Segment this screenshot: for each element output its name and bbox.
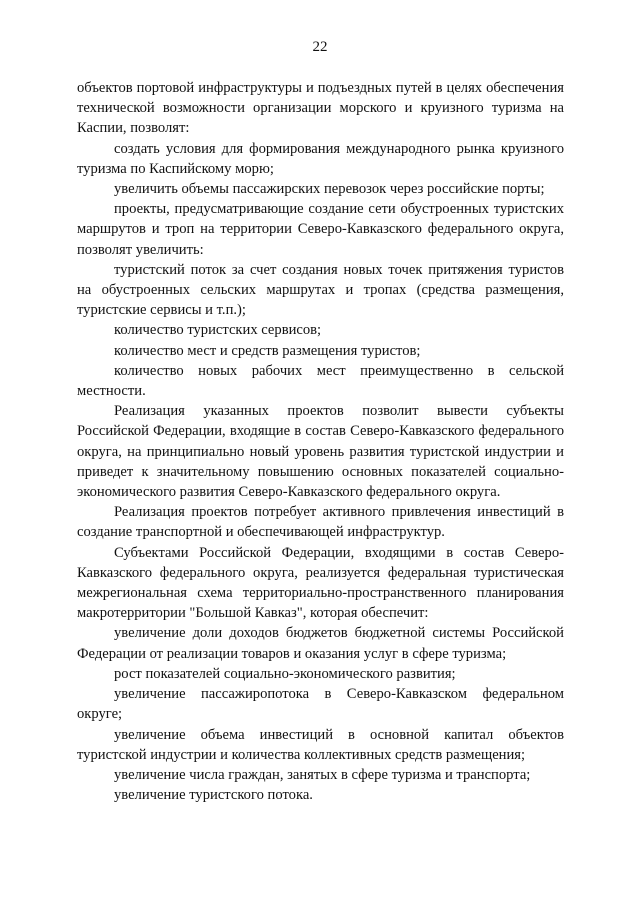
paragraph-cruise-market: создать условия для формирования международного рынка круизного туризма по Каспийскому морю;: [77, 140, 564, 177]
paragraph-implementation: Реализация указанных проектов позволит вывести субъекты Российской Федерации, входящие в состав Северо-Кавказского федерального округа, на принципиально новый уровень развития туристской индустрии и приведет к значительному повышению основных показателей социально-экономического развития Северо-Кавказского федерального округа.: [77, 403, 564, 501]
paragraph-tourist-flow-increase: увеличение туристского потока.: [114, 787, 313, 804]
paragraph-employment: увеличение числа граждан, занятых в сфере туризма и транспорта;: [114, 766, 531, 783]
paragraph-passenger-volume: увеличить объемы пассажирских перевозок через российские порты;: [114, 181, 545, 198]
paragraph-accommodation: количество мест и средств размещения туристов;: [114, 342, 421, 359]
paragraph-jobs: количество новых рабочих мест преимущественно в сельской местности.: [77, 362, 564, 400]
paragraph-capital-investment: увеличение объема инвестиций в основной капитал объектов туристской индустрии и количества коллективных средств размещения;: [77, 726, 564, 763]
paragraph-passenger-flow: увеличение пассажиропотока в Северо-Кавказском федеральном округе;: [77, 686, 564, 723]
paragraph-tourist-flow: туристский поток за счет создания новых точек притяжения туристов на обустроенных сельских маршрутах и тропах (средства размещения, туристские сервисы и т.п.);: [77, 261, 564, 319]
paragraph-continuation: объектов портовой инфраструктуры и подъездных путей в целях обеспечения технической возможности организации морского и круизного туризма на Каспии, позволят:: [77, 80, 564, 137]
paragraph-indicators-growth: рост показателей социально-экономического развития;: [114, 665, 456, 682]
paragraph-investment: Реализация проектов потребует активного привлечения инвестиций в создание транспортной и обеспечивающей инфраструктур.: [77, 504, 564, 541]
page-number: 22: [312, 39, 328, 55]
paragraph-tourist-services: количество туристских сервисов;: [114, 322, 322, 339]
paragraph-budget-revenue: увеличение доли доходов бюджетов бюджетной системы Российской Федерации от реализации товаров и оказания услуг в сфере туризма;: [77, 625, 564, 662]
paragraph-trails-projects: проекты, предусматривающие создание сети обустроенных туристских маршрутов и троп на территории Северо-Кавказского федерального округа, позволят увеличить:: [77, 201, 564, 258]
paragraph-big-caucasus: Субъектами Российской Федерации, входящими в состав Северо-Кавказского федерального округа, реализуется федеральная туристическая межрегиональная схема территориально-пространственного планирования макротерритории "Большой Кавказ", которая обеспечит:: [77, 544, 564, 622]
document-body: [77, 78, 564, 805]
